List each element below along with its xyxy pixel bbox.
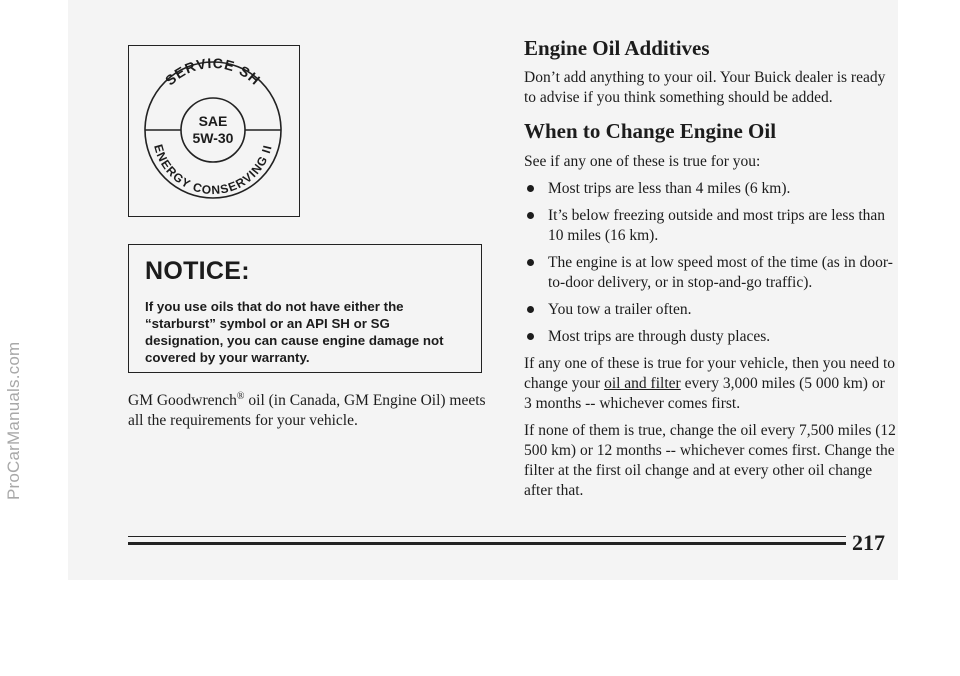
- footer-rule-thin: [128, 536, 846, 537]
- goodwrench-rest: oil (in Canada, GM Engine Oil) meets all the requirements for your vehicle.: [128, 392, 486, 430]
- if-none-paragraph: If none of them is true, change the oil every 7,500 miles (12 500 km) or 12 months -- whichever comes first. Change the filter at the first oil change and at every other oil change after that.: [524, 422, 896, 499]
- list-item: Most trips are less than 4 miles (6 km).: [524, 179, 896, 199]
- list-item: Most trips are through dusty places.: [524, 327, 896, 347]
- goodwrench-paragraph: [128, 387, 488, 431]
- additives-heading: Engine Oil Additives: [524, 36, 710, 60]
- list-item: The engine is at low speed most of the time (as in door-to-door delivery, or in stop-and-go traffic).: [524, 253, 896, 293]
- additives-text: Don’t add anything to your oil. Your Buick dealer is ready to advise if you think something should be added.: [524, 69, 886, 106]
- symbol-sae-label: SAE: [198, 113, 228, 129]
- bullet-icon: [527, 212, 534, 219]
- bullet-icon: [527, 185, 534, 192]
- notice-body: If you use oils that do not have either the “starburst” symbol or an API SH or SG designation, you can cause engine damage not covered by your warranty.: [145, 299, 444, 365]
- list-item: You tow a trailer often.: [524, 300, 896, 320]
- conditions-list: [524, 179, 896, 347]
- bullet-icon: [527, 333, 534, 340]
- watermark: ProCarManuals.com: [4, 341, 23, 500]
- symbol-viscosity-label: 5W-30: [192, 130, 234, 146]
- registered-mark: ®: [236, 391, 245, 402]
- when-intro: See if any one of these is true for you:: [524, 153, 761, 170]
- symbol-top-text: SERVICE SH: [161, 54, 265, 89]
- list-item: It’s below freezing outside and most trips are less than 10 miles (16 km).: [524, 206, 896, 246]
- oil-and-filter-link[interactable]: oil and filter: [604, 375, 681, 392]
- api-donut-icon: [129, 46, 298, 215]
- bullet-icon: [527, 259, 534, 266]
- notice-title: NOTICE:: [145, 257, 250, 285]
- footer-rule-thick: [128, 542, 846, 545]
- symbol-bottom-text: ENERGY CONSERVING II: [151, 142, 275, 198]
- page-number: 217: [852, 530, 885, 555]
- notice-box: [128, 244, 482, 373]
- bullet-icon: [527, 306, 534, 313]
- if-any-paragraph: If any one of these is true for your vehicle, then you need to change your oil and filter every 3,000 miles (5 000 km) or 3 months -- whichever comes first.: [524, 355, 896, 412]
- goodwrench-brand: GM Goodwrench: [128, 392, 237, 410]
- when-to-change-heading: When to Change Engine Oil: [524, 119, 777, 143]
- right-column: [524, 35, 896, 501]
- api-service-symbol: [128, 45, 300, 217]
